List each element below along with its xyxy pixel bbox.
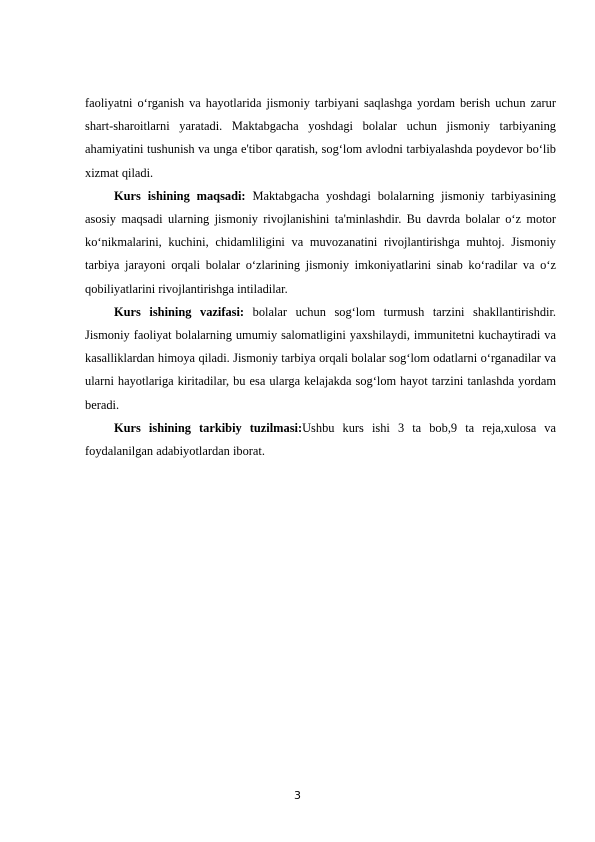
page-number: 3 (294, 789, 301, 802)
paragraph-text: bolalar uchun sog‘lom turmush tarzini shakllantirishdir. Jismoniy faoliyat bolalarning umumiy salomatligini yaxshilaydi, immunitetni kuchaytiradi va kasalliklardan himoya qiladi. Jismoniy tarbiya orqali bolalar sog‘lom odatlarni o‘rganadilar va ularni hayotlariga kiritadilar, bu esa ularga kelajakda sog‘lom hayot tarzini tanlashda yordam beradi. (85, 304, 556, 412)
paragraph-goal (85, 185, 556, 301)
paragraph-intro (85, 92, 556, 185)
paragraph-heading-goal: Kurs ishining maqsadi: (114, 188, 246, 203)
paragraph-heading-task: Kurs ishining vazifasi: (114, 304, 245, 319)
document-page (85, 92, 556, 463)
paragraph-text: Maktabgacha yoshdagi bolalarning jismoniy tarbiyasining asosiy maqsadi ularning jismoniy rivojlanishini ta'minlashdir. Bu davrda bolalar o‘z motor ko‘nikmalarini, kuchini, chidamliligini va muvozanatini rivojlantirishga muhtoj. Jismoniy tarbiya jarayoni orqali bolalar o‘zlarining jismoniy imkoniyatlarini sinab ko‘radilar va o‘z qobiliyatlarini rivojlantirishga intiladilar. (85, 188, 556, 296)
paragraph-text: Ushbu kurs ishi 3 ta bob,9 ta reja,xulosa va foydalanilgan adabiyotlardan iborat. (85, 420, 556, 459)
paragraph-structure (85, 417, 556, 463)
paragraph-task (85, 301, 556, 417)
paragraph-text: faoliyatni o‘rganish va hayotlarida jismoniy tarbiyani saqlashga yordam berish uchun zarur shart-sharoitlarni yaratadi. Maktabgacha yoshdagi bolalar uchun jismoniy tarbiyaning ahamiyatini tushunish va unga e'tibor qaratish, sog‘lom avlodni tarbiyalashda poydevor bo‘lib xizmat qiladi. (85, 96, 556, 180)
paragraph-heading-structure: Kurs ishining tarkibiy tuzilmasi: (114, 420, 303, 435)
